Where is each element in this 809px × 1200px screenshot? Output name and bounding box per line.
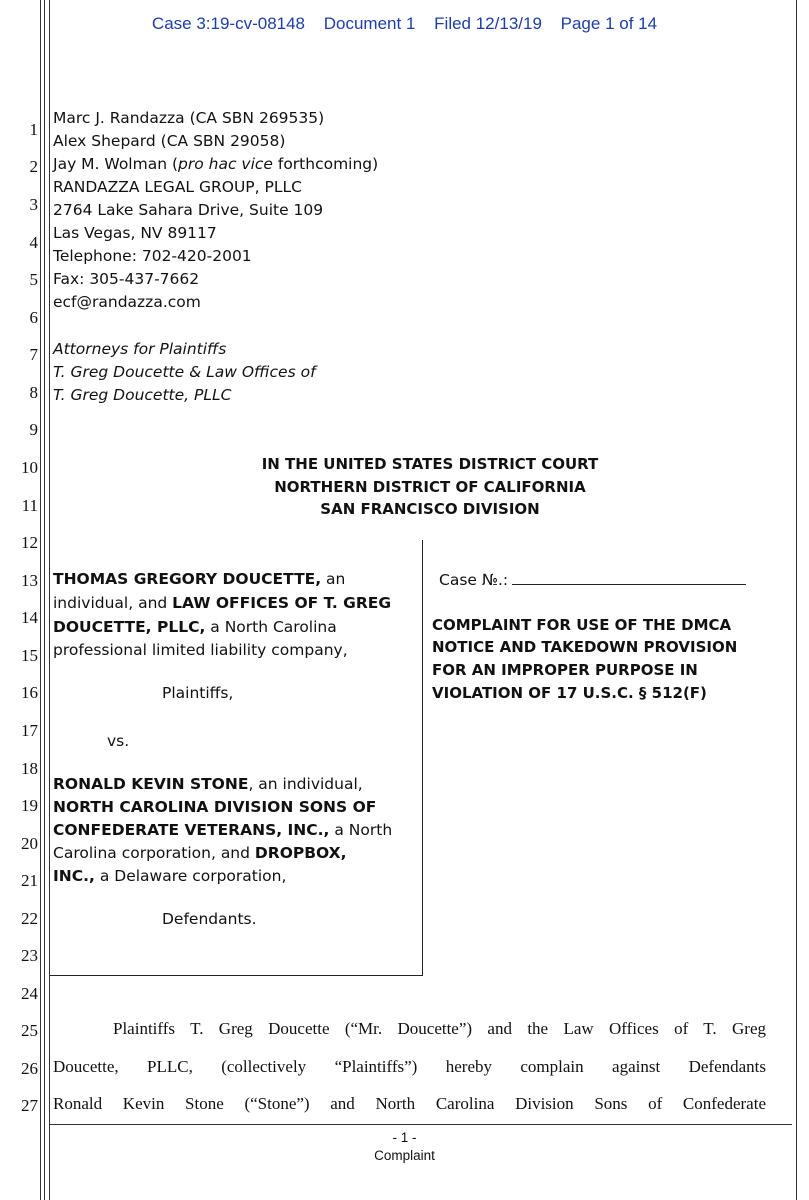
- party-desc: a Delaware corporation,: [94, 867, 287, 885]
- complaint-title: COMPLAINT FOR USE OF THE DMCA: [432, 616, 732, 634]
- plaintiff-party: professional limited liability company,: [53, 641, 348, 659]
- line-number: 11: [21, 496, 38, 515]
- filing-header: [0, 14, 809, 34]
- margin-line-inner: [49, 0, 50, 1200]
- line-number: 27: [21, 1096, 38, 1115]
- attorney-name: [53, 155, 378, 173]
- line-number: 13: [21, 571, 38, 590]
- attorneys-for: T. Greg Doucette, PLLC: [53, 386, 232, 404]
- party-desc: an: [321, 570, 346, 588]
- line-number: 9: [29, 420, 38, 439]
- party-desc: a North: [329, 821, 393, 839]
- law-firm: RANDAZZA LEGAL GROUP, PLLC: [53, 178, 302, 196]
- line-number: 22: [21, 909, 38, 928]
- page-count: Page 1 of 14: [560, 14, 658, 33]
- line-number: 3: [29, 195, 38, 214]
- defendant-party: [53, 775, 363, 793]
- attorney-name: Marc J. Randazza (CA SBN 269535): [53, 109, 325, 127]
- filed-date: Filed 12/13/19: [434, 14, 542, 33]
- party-desc: individual, and: [53, 594, 173, 612]
- line-number: 20: [21, 834, 38, 853]
- defendant-party: [53, 844, 347, 862]
- versus: vs.: [107, 732, 130, 750]
- line-number: 24: [21, 984, 38, 1003]
- attorney-name-pre: Jay M. Wolman (: [53, 155, 178, 173]
- complaint-title: NOTICE AND TAKEDOWN PROVISION: [432, 638, 738, 656]
- complaint-title: VIOLATION OF 17 U.S.C. § 512(F): [432, 684, 707, 702]
- line-number: 15: [21, 646, 38, 665]
- defendant-party: [53, 867, 286, 885]
- line-number: 4: [29, 233, 38, 252]
- document-number: Document 1: [323, 14, 416, 33]
- body-paragraph-line: Plaintiffs T. Greg Doucette (“Mr. Doucette”) and the Law Offices of T. Greg: [113, 1019, 766, 1038]
- line-number: 19: [21, 796, 38, 815]
- case-number-blank: [512, 570, 746, 585]
- telephone: Telephone: 702-420-2001: [53, 247, 252, 265]
- party-desc: Carolina corporation, and: [53, 844, 255, 862]
- complaint-title: FOR AN IMPROPER PURPOSE IN: [432, 661, 698, 679]
- case-number: Case 3:19-cv-08148: [151, 14, 306, 33]
- body-paragraph-line: Doucette, PLLC, (collectively “Plaintiffs”) hereby complain against Defendants: [53, 1057, 766, 1076]
- attorneys-for: Attorneys for Plaintiffs: [53, 340, 227, 358]
- party-name: CONFEDERATE VETERANS, INC.,: [53, 821, 330, 839]
- party-name: LAW OFFICES OF T. GREG: [172, 594, 392, 612]
- court-division: SAN FRANCISCO DIVISION: [320, 500, 540, 518]
- case-number-label: Case №.:: [439, 571, 509, 589]
- attorney-name-post: forthcoming): [272, 155, 379, 173]
- party-desc: , an individual,: [248, 775, 363, 793]
- defendant-party: [53, 798, 376, 816]
- address-line: Las Vegas, NV 89117: [53, 224, 217, 242]
- line-number: 7: [29, 345, 38, 364]
- court-district: NORTHERN DISTRICT OF CALIFORNIA: [274, 478, 586, 496]
- footer-rule: [50, 1124, 792, 1125]
- defendant-party: [53, 821, 392, 839]
- line-number: 16: [21, 683, 38, 702]
- party-name: THOMAS GREGORY DOUCETTE,: [53, 570, 322, 588]
- attorney-name: Alex Shepard (CA SBN 29058): [53, 132, 286, 150]
- margin-line-left-inner: [44, 0, 45, 1200]
- fax: Fax: 305-437-7662: [53, 270, 200, 288]
- line-number: 26: [21, 1059, 38, 1078]
- court-name: IN THE UNITED STATES DISTRICT COURT: [261, 455, 599, 473]
- attorneys-for: T. Greg Doucette & Law Offices of: [53, 363, 316, 381]
- line-number: 8: [29, 383, 38, 402]
- body-paragraph-line: Ronald Kevin Stone (“Stone”) and North Carolina Division Sons of Confederate: [53, 1094, 766, 1113]
- plaintiff-party: [53, 570, 345, 588]
- margin-line-right: [796, 0, 797, 1200]
- caption-divider: [422, 540, 423, 976]
- line-number: 23: [21, 946, 38, 965]
- party-name: INC.,: [53, 867, 95, 885]
- line-number: 6: [29, 308, 38, 327]
- email: ecf@randazza.com: [53, 293, 201, 311]
- line-number: 2: [29, 157, 38, 176]
- party-name: NORTH CAROLINA DIVISION SONS OF: [53, 798, 377, 816]
- line-number: 25: [21, 1021, 38, 1040]
- line-number: 12: [21, 533, 38, 552]
- page-marker: - 1 -: [392, 1130, 417, 1145]
- party-name: DROPBOX,: [254, 844, 347, 862]
- caption-underline: [50, 975, 423, 976]
- line-number: 17: [21, 721, 38, 740]
- plaintiffs-label: Plaintiffs,: [162, 684, 234, 702]
- case-number-field: [439, 570, 746, 589]
- plaintiff-party: [53, 594, 391, 612]
- line-number: 1: [29, 120, 38, 139]
- party-name: RONALD KEVIN STONE: [53, 775, 249, 793]
- pro-hac-vice: pro hac vice: [178, 155, 273, 173]
- line-number: 21: [21, 871, 38, 890]
- defendants-label: Defendants.: [162, 910, 257, 928]
- party-name: DOUCETTE, PLLC,: [53, 618, 206, 636]
- plaintiff-party: [53, 618, 337, 636]
- party-desc: a North Carolina: [205, 618, 337, 636]
- line-number: 5: [29, 270, 38, 289]
- line-number: 10: [21, 458, 38, 477]
- address-line: 2764 Lake Sahara Drive, Suite 109: [53, 201, 324, 219]
- line-number: 14: [21, 608, 38, 627]
- margin-line-left: [40, 0, 41, 1200]
- line-number: 18: [21, 759, 38, 778]
- footer-label: Complaint: [374, 1148, 435, 1163]
